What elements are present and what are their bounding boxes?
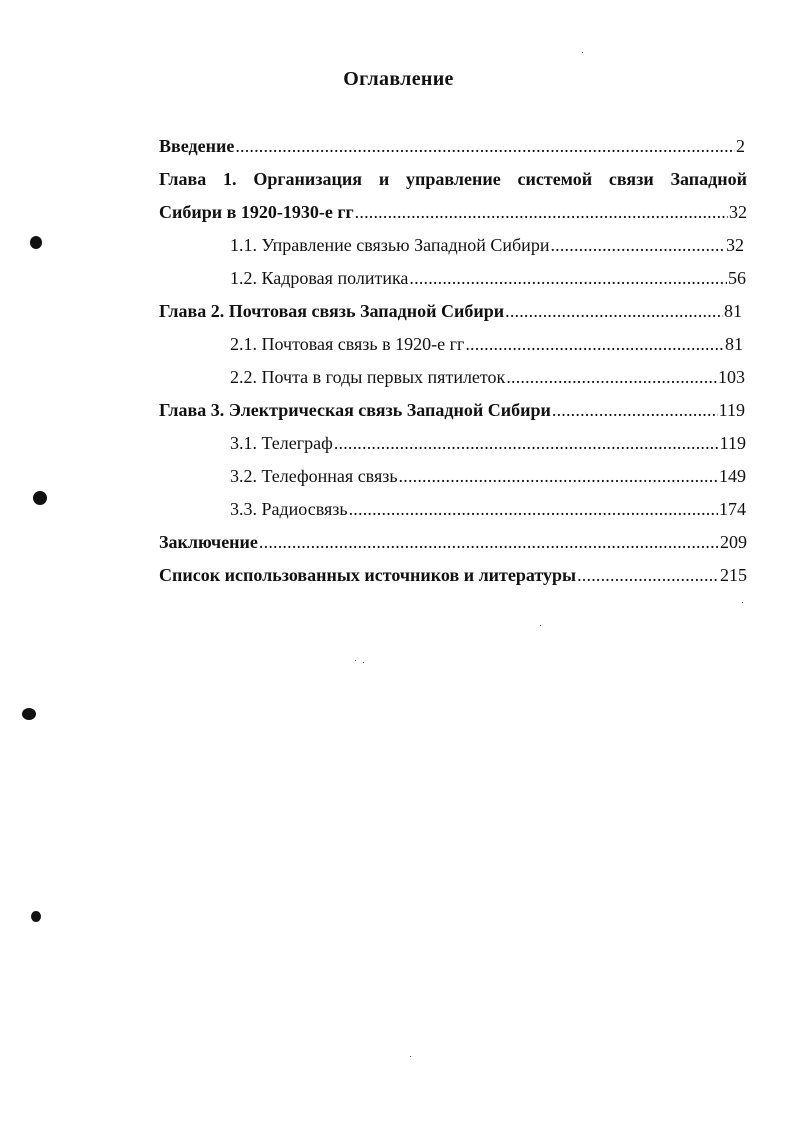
- scan-dust: [410, 1056, 411, 1057]
- toc-entry-label: 3.1. Телеграф: [230, 433, 333, 453]
- toc-page-number: 215: [720, 565, 747, 585]
- toc-page-number: 209: [720, 532, 747, 552]
- dot-leader: [465, 333, 724, 355]
- dot-leader: [355, 201, 728, 223]
- dot-leader: [349, 498, 718, 520]
- toc-entry-ch3-3: [230, 498, 746, 520]
- scan-dust: [582, 52, 583, 53]
- toc-entry-label: Сибири в 1920-1930-е гг: [159, 202, 354, 222]
- dot-leader: [334, 432, 719, 454]
- toc-entry-label: Введение: [159, 136, 235, 156]
- toc-entry-ch1-1: [230, 234, 744, 256]
- toc-page-number: 32: [726, 235, 744, 255]
- toc-page-number: 81: [724, 301, 742, 321]
- toc-page-number: 81: [725, 334, 743, 354]
- dot-leader: [552, 399, 718, 421]
- toc-page-number: 174: [719, 499, 746, 519]
- toc-page-number: 2: [736, 136, 745, 156]
- toc-entry-ch3-1: [230, 432, 746, 454]
- toc-entry-label: Список использованных источников и литературы: [159, 565, 577, 585]
- toc-entry-ch2: [159, 300, 742, 322]
- scan-speck: [31, 911, 41, 922]
- toc-entry-ch1: [159, 201, 747, 223]
- toc-page-number: 56: [728, 268, 746, 288]
- dot-leader: [577, 564, 719, 586]
- toc-entry-label: Глава 3. Электрическая связь Западной Сибири: [159, 400, 551, 420]
- toc-page-number: 32: [729, 202, 747, 222]
- dot-leader: [506, 366, 717, 388]
- toc-page-number: 119: [719, 433, 746, 453]
- dot-leader: [550, 234, 725, 256]
- toc-entry-sources: [159, 564, 747, 586]
- toc-entry-ch1-line1: Глава 1. Организация и управление системой связи Западной: [159, 169, 747, 189]
- dot-leader: [259, 531, 719, 553]
- toc-entry-ch2-1: [230, 333, 743, 355]
- scan-dust: [363, 662, 364, 663]
- scan-speck: [22, 708, 36, 720]
- toc-page-number: 103: [718, 367, 745, 387]
- dot-leader: [409, 267, 727, 289]
- scan-speck: [33, 491, 47, 505]
- toc-entry-label: 3.3. Радиосвязь: [230, 499, 348, 519]
- toc-entry-label: Заключение: [159, 532, 258, 552]
- scan-speck: [30, 236, 42, 249]
- toc-entry-ch2-2: [230, 366, 745, 388]
- toc-page-number: 119: [718, 400, 745, 420]
- toc-entry-ch3-2: [230, 465, 746, 487]
- toc-entry-label: 3.2. Телефонная связь: [230, 466, 398, 486]
- toc-entry-label: Глава 2. Почтовая связь Западной Сибири: [159, 301, 505, 321]
- toc-entry-intro: [159, 135, 745, 157]
- dot-leader: [399, 465, 718, 487]
- scan-dust: [540, 625, 541, 626]
- toc-page-number: 149: [719, 466, 746, 486]
- toc-entry-ch1-2: [230, 267, 746, 289]
- toc-entry-conclusion: [159, 531, 747, 553]
- scan-dust: [742, 602, 743, 603]
- page-title: Оглавление: [343, 68, 454, 90]
- dot-leader: [235, 135, 735, 157]
- toc-entry-label: 1.1. Управление связью Западной Сибири: [230, 235, 550, 255]
- toc-entry-label: 2.1. Почтовая связь в 1920-е гг: [230, 334, 465, 354]
- dot-leader: [505, 300, 723, 322]
- scan-dust: [355, 660, 356, 661]
- toc-entry-label: 1.2. Кадровая политика: [230, 268, 409, 288]
- toc-entry-ch3: [159, 399, 745, 421]
- toc-entry-label: 2.2. Почта в годы первых пятилеток: [230, 367, 506, 387]
